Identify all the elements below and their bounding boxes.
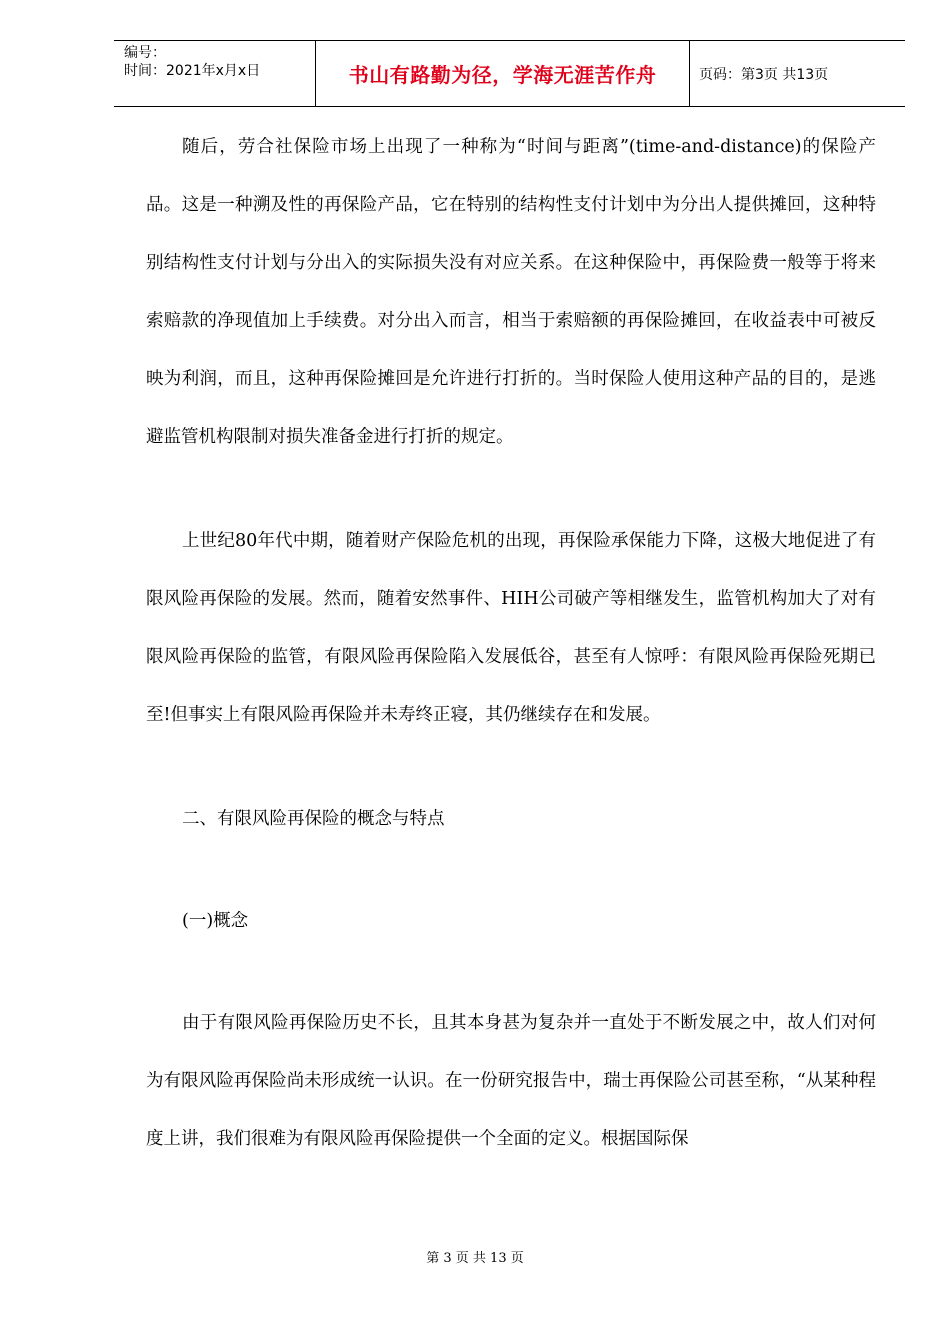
subsection-heading: (一)概念 xyxy=(182,911,249,931)
document-date-label: 时间：2021年x月x日 xyxy=(124,63,261,79)
header-motto-cell xyxy=(316,41,690,106)
section-heading: 二、有限风险再保险的概念与特点 xyxy=(182,809,445,829)
header-info-cell xyxy=(114,41,316,106)
body-paragraph: 由于有限风险再保险历史不长，且其本身甚为复杂并一直处于不断发展之中，故人们对何为有限风险再保险尚未形成统一认识。在一份研究报告中，瑞士再保险公司甚至称，“从某种程度上讲，我们很难为有限风险再保险提供一个全面的定义。根据国际保 xyxy=(146,1013,876,1149)
body-paragraph: 随后，劳合社保险市场上出现了一种称为“时间与距离”(time-and-distance)的保险产品。这是一种溯及性的再保险产品，它在特别的结构性支付计划中为分出人提供摊回，这种特别结构性支付计划与分出入的实际损失没有对应关系。在这种保险中，再保险费一般等于将来索赔款的净现值加上手续费。对分出入而言，相当于索赔额的再保险摊回，在收益表中可被反映为利润，而且，这种再保险摊回是允许进行打折的。当时保险人使用这种产品的目的，是逃避监管机构限制对损失准备金进行打折的规定。 xyxy=(146,137,876,447)
document-code-label: 编号： xyxy=(124,45,166,61)
page-footer: 第 3 页 共 13 页 xyxy=(426,1251,524,1266)
header-table xyxy=(114,40,905,107)
body-paragraph: 上世纪80年代中期，随着财产保险危机的出现，再保险承保能力下降，这极大地促进了有限风险再保险的发展。然而，随着安然事件、HIH公司破产等相继发生，监管机构加大了对有限风险再保险的监管，有限风险再保险陷入发展低谷，甚至有人惊呼：有限风险再保险死期已至!但事实上有限风险再保险并未寿终正寝，其仍继续存在和发展。 xyxy=(146,531,876,725)
motto-text: 书山有路勤为径，学海无涯苦作舟 xyxy=(348,63,657,87)
header-page-cell xyxy=(690,41,905,106)
document-body xyxy=(146,118,876,1168)
header-page-label: 页码：第3页 共13页 xyxy=(699,66,829,83)
